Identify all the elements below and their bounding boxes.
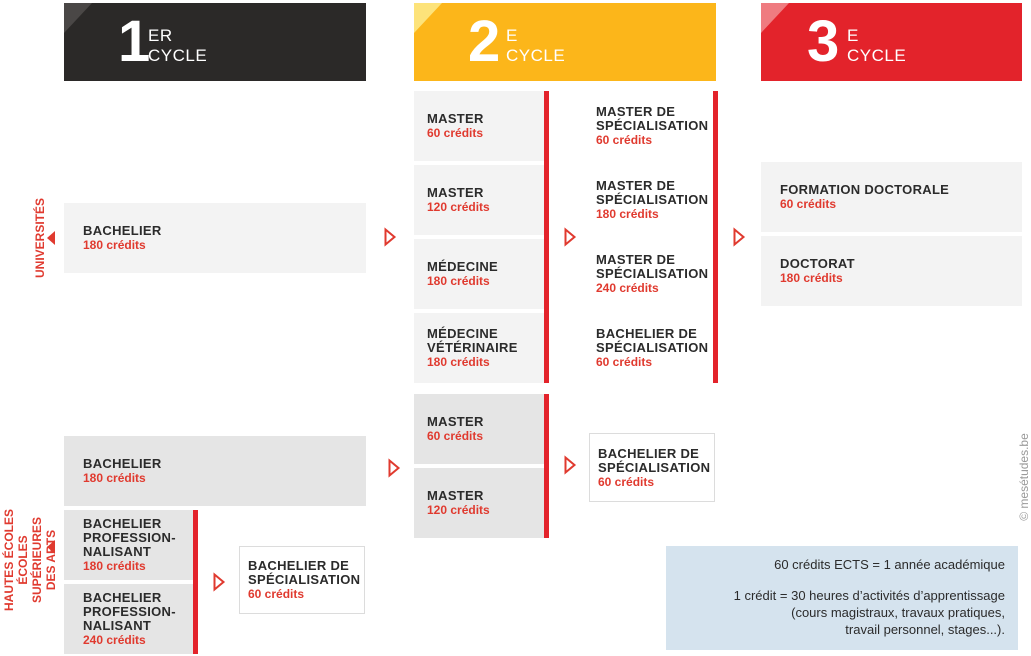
hautes-ecoles-line-3: DES ARTS <box>44 529 58 591</box>
box-title-line-1: BACHELIER <box>83 590 162 605</box>
box-title: BACHELIER <box>83 456 162 471</box>
he-master-60-box <box>414 394 544 464</box>
box-title-line-2: SPÉCIALISATION <box>248 572 361 587</box>
he-pro-bar <box>193 510 198 654</box>
box-credits: 120 crédits <box>427 503 490 517</box>
arrow-right-icon <box>384 228 396 246</box>
box-title-line-2: SPÉCIALISATION <box>596 192 709 207</box>
box-title: FORMATION DOCTORALE <box>780 182 950 197</box>
box-credits: 180 crédits <box>83 559 146 573</box>
corner-triangle <box>414 3 442 33</box>
arrow-right-icon <box>733 228 745 246</box>
box-title-line-2: VÉTÉRINAIRE <box>427 340 518 355</box>
box-credits: 60 crédits <box>598 474 655 489</box>
arrow-right-icon <box>564 456 576 474</box>
box-credits: 60 crédits <box>780 197 837 211</box>
univ-doctorat-box <box>761 236 1022 306</box>
univ-medecine-veterinaire-box <box>414 313 544 383</box>
legend-line-3: (cours magistraux, travaux pratiques, <box>791 605 1005 620</box>
hautes-ecoles-label <box>2 495 58 625</box>
box-title-line-2: PROFESSION- <box>83 604 176 619</box>
corner-triangle <box>761 3 789 33</box>
cycle-label: CYCLE <box>506 46 566 65</box>
univ-medecine-box <box>414 239 544 309</box>
hautes-ecoles-line-2: ÉCOLES SUPÉRIEURES <box>16 516 44 604</box>
he-bachelier-box <box>64 436 366 506</box>
box-title-line-1: MASTER DE <box>596 178 676 193</box>
box-title: MÉDECINE <box>427 259 499 274</box>
cycle-label: CYCLE <box>847 46 907 65</box>
legend-line-4: travail personnel, stages...). <box>845 622 1005 637</box>
he-cycle2-bar <box>544 394 549 538</box>
univ-spec-master-60-box <box>589 91 714 161</box>
legend-line-1: 60 crédits ECTS = 1 année académique <box>774 557 1005 572</box>
copyright-text: © mesétudes.be <box>1017 433 1031 521</box>
box-credits: 60 crédits <box>248 587 305 601</box>
cycle-number: 1 <box>118 9 151 74</box>
box-title-line-3: NALISANT <box>83 544 152 559</box>
hautes-ecoles-line-1: HAUTES ÉCOLES <box>2 509 16 612</box>
cycle-sup: E <box>506 26 518 45</box>
cycle-label: CYCLE <box>148 46 208 65</box>
cycle-sup: ER <box>148 26 173 45</box>
corner-triangle <box>64 3 92 33</box>
box-title: BACHELIER <box>83 223 162 238</box>
cycle-sup: E <box>847 26 859 45</box>
box-title: DOCTORAT <box>780 256 855 271</box>
legend-box <box>666 546 1018 650</box>
box-credits: 180 crédits <box>83 238 146 252</box>
box-credits: 240 crédits <box>596 281 659 295</box>
box-title-line-2: SPÉCIALISATION <box>596 118 709 133</box>
box-title-line-1: MASTER DE <box>596 252 676 267</box>
universities-pointer <box>47 231 55 245</box>
cycle-number: 3 <box>807 9 840 74</box>
universities-label: UNIVERSITÉS <box>33 198 47 279</box>
box-credits: 180 crédits <box>83 471 146 485</box>
cycle-2-header <box>414 3 716 81</box>
legend-line-2: 1 crédit = 30 heures d’activités d’apprentissage <box>733 588 1005 603</box>
he-pro-240-box <box>64 584 194 654</box>
univ-master-120-box <box>414 165 544 235</box>
arrow-right-icon <box>213 573 225 591</box>
box-title-line-1: BACHELIER <box>83 516 162 531</box>
he-pro-spec-box <box>239 546 365 614</box>
box-title-line-1: BACHELIER DE <box>248 558 350 573</box>
box-title-line-2: PROFESSION- <box>83 530 176 545</box>
box-title: MASTER <box>427 185 484 200</box>
box-title-line-1: BACHELIER DE <box>596 326 698 341</box>
box-credits: 60 crédits <box>596 133 653 147</box>
cycle-3-header <box>761 3 1022 81</box>
box-title-line-1: MÉDECINE <box>427 326 499 341</box>
box-title-line-2: SPÉCIALISATION <box>598 459 711 475</box>
he-pro-180-box <box>64 510 194 580</box>
univ-master-60-box <box>414 91 544 161</box>
univ-spec-bachelier-60-box <box>589 313 714 383</box>
he-spec-box <box>589 433 715 502</box>
box-title-line-2: SPÉCIALISATION <box>596 266 709 281</box>
box-title-line-2: SPÉCIALISATION <box>596 340 709 355</box>
box-title-line-3: NALISANT <box>83 618 152 633</box>
univ-spec-master-240-box <box>589 239 714 309</box>
hautes-ecoles-pointer <box>47 540 55 554</box>
univ-cycle2-bar <box>544 91 549 383</box>
box-credits: 120 crédits <box>427 200 490 214</box>
box-credits: 60 crédits <box>427 429 484 443</box>
cycle-1-header <box>64 3 366 81</box>
he-master-120-box <box>414 468 544 538</box>
arrow-right-icon <box>388 459 400 477</box>
box-credits: 180 crédits <box>780 271 843 285</box>
cycle-number: 2 <box>468 9 501 74</box>
box-credits: 180 crédits <box>427 274 490 288</box>
box-credits: 60 crédits <box>427 126 484 140</box>
box-credits: 240 crédits <box>83 633 146 647</box>
box-credits: 180 crédits <box>596 207 659 221</box>
univ-spec-bar <box>713 91 718 383</box>
arrow-right-icon <box>564 228 576 246</box>
box-credits: 180 crédits <box>427 355 490 369</box>
box-credits: 60 crédits <box>596 355 653 369</box>
box-title: MASTER <box>427 414 484 429</box>
univ-bachelier-box <box>64 203 366 273</box>
box-title-line-1: MASTER DE <box>596 104 676 119</box>
box-title: MASTER <box>427 488 484 503</box>
univ-spec-master-180-box <box>589 165 714 235</box>
univ-formation-doctorale-box <box>761 162 1022 232</box>
box-title: MASTER <box>427 111 484 126</box>
box-title-line-1: BACHELIER DE <box>598 445 700 461</box>
